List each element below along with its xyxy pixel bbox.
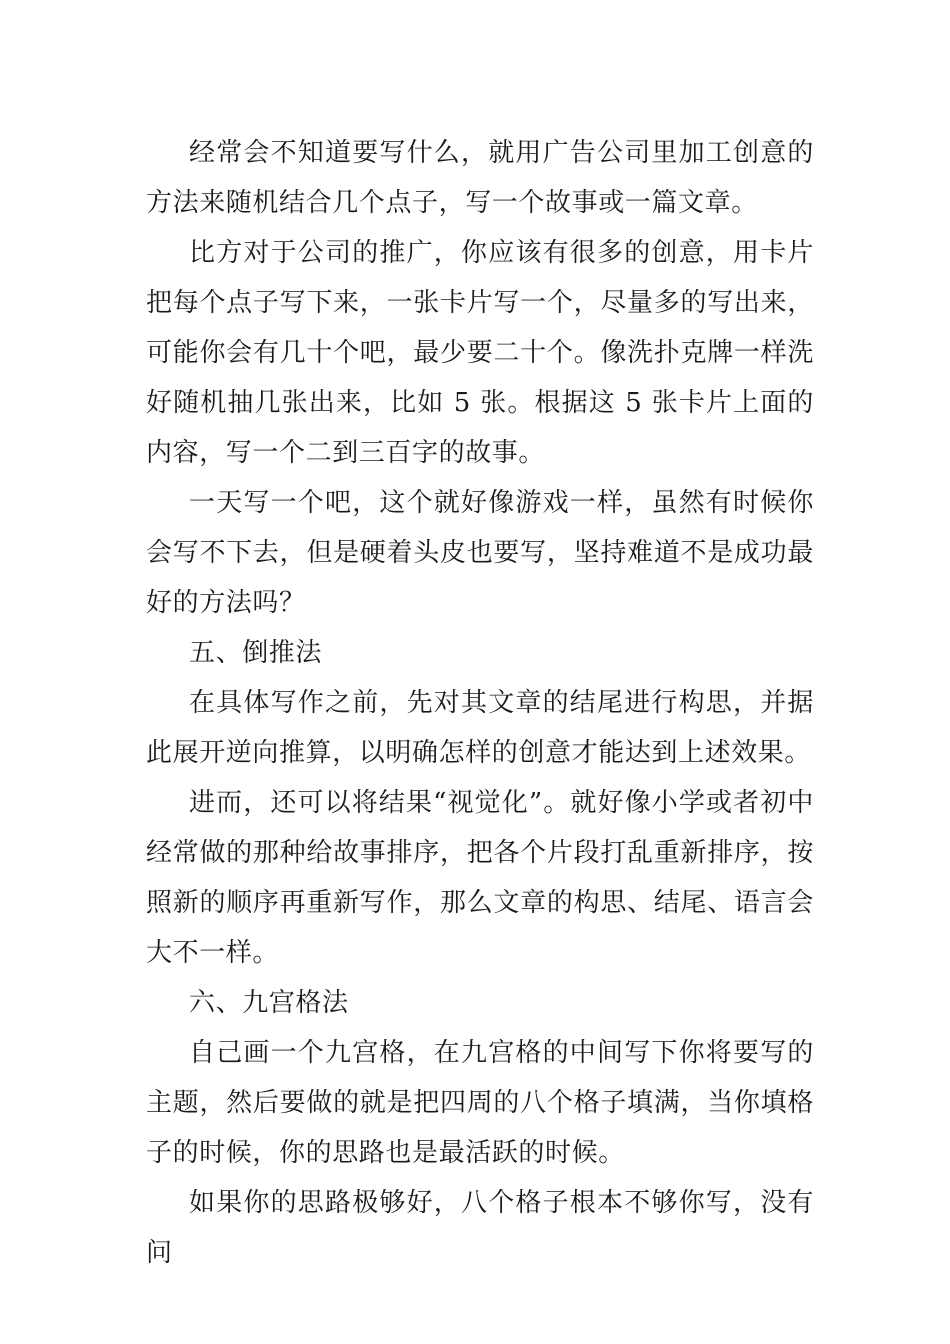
document-body — [146, 128, 814, 1278]
section-heading-reverse-method: 五、倒推法 — [189, 638, 323, 668]
paragraph-reverse-method: 在具体写作之前，先对其文章的结尾进行构思，并据此展开逆向推算，以明确怎样的创意才能达到上述效果。 — [146, 688, 814, 768]
paragraph-nine-grid: 自己画一个九宫格，在九宫格的中间写下你将要写的主题，然后要做的就是把四周的八个格子填满，当你填格子的时候，你的思路也是最活跃的时候。 — [146, 1038, 814, 1168]
section-heading-nine-grid-method: 六、九宫格法 — [189, 988, 349, 1018]
paragraph-visualization: 进而，还可以将结果“视觉化”。就好像小学或者初中经常做的那种给故事排序，把各个片段打乱重新排序，按照新的顺序再重新写作，那么文章的构思、结尾、语言会大不一样。 — [146, 788, 814, 968]
paragraph-card-method: 比方对于公司的推广，你应该有很多的创意，用卡片把每个点子写下来，一张卡片写一个，尽量多的写出来，可能你会有几十个吧，最少要二十个。像洗扑克牌一样洗好随机抽几张出来，比如 5 张。根据这 5 张卡片上面的内容，写一个二到三百字的故事。 — [146, 238, 814, 468]
paragraph-continuation: 如果你的思路极够好，八个格子根本不够你写，没有问 — [146, 1188, 814, 1268]
paragraph-random-combination: 经常会不知道要写什么，就用广告公司里加工创意的方法来随机结合几个点子，写一个故事或一篇文章。 — [146, 138, 814, 218]
paragraph-daily-writing: 一天写一个吧，这个就好像游戏一样，虽然有时候你会写不下去，但是硬着头皮也要写，坚持难道不是成功最好的方法吗？ — [146, 488, 814, 618]
